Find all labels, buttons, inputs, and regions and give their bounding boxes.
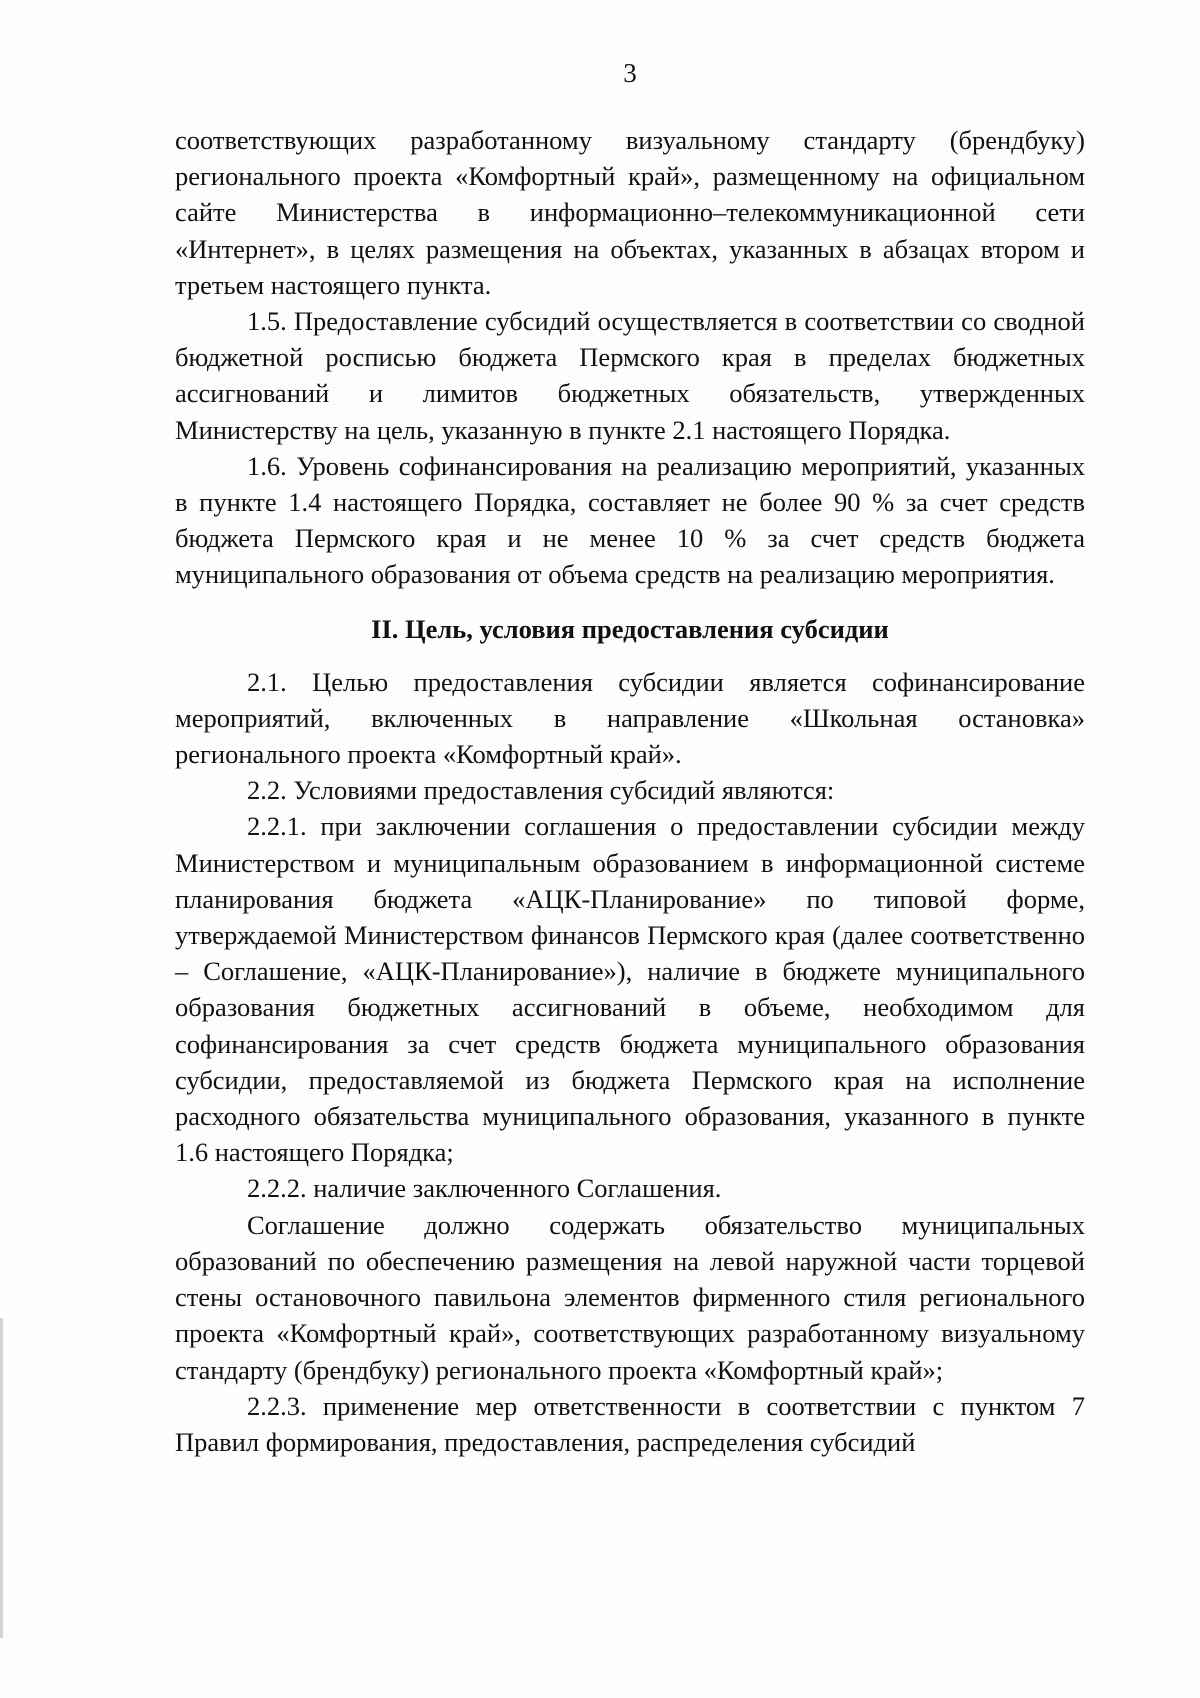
section-heading: II. Цель, условия предоставления субсидии bbox=[371, 613, 889, 644]
paragraph-1-6: 1.6. Уровень софинансирования на реализацию мероприятий, указанных в пункте 1.4 настоящего Порядка, составляет не более 90 % за счет средств бюджета Пермского края и не менее 10 % за счет средств бюджета муниципального образования от объема средств на реализацию мероприятия. bbox=[175, 450, 1085, 590]
paragraph-2-2-1: 2.2.1. при заключении соглашения о предоставлении субсидии между Министерством и муниципальным образованием в информационной системе планирования бюджета «АЦК-Планирование» по типовой форме, утверждаемой Министерством финансов Пермского края (далее соответственно – Соглашение, «АЦК-Планирование»), наличие в бюджете муниципального образования бюджетных ассигнований в объеме, необходимом для софинансирования за счет средств бюджета муниципального образования субсидии, предоставляемой из бюджета Пермского края на исполнение расходного обязательства муниципального образования, указанного в пункте 1.6 настоящего Порядка; bbox=[175, 811, 1085, 1168]
paragraph-2-1: 2.1. Целью предоставления субсидии является софинансирование мероприятий, включенных в направление «Школьная остановка» регионального проекта «Комфортный край». bbox=[175, 666, 1085, 770]
paragraph-2-2-2: 2.2.2. наличие заключенного Соглашения. bbox=[247, 1173, 722, 1204]
scan-edge-mark bbox=[0, 1318, 3, 1638]
paragraph-continuation: соответствующих разработанному визуальному стандарту (брендбуку) регионального проекта «Комфортный край», размещенному на официальном сайте Министерства в информационно–телекоммуникационной сети «Интернет», в целях размещения на объектах, указанных в абзацах втором и третьем настоящего пункта. bbox=[175, 125, 1085, 300]
paragraph-1-5: 1.5. Предоставление субсидий осуществляется в соответствии со сводной бюджетной росписью бюджета Пермского края в пределах бюджетных ассигнований и лимитов бюджетных обязательств, утвержденных Министерству на цель, указанную в пункте 2.1 настоящего Порядка. bbox=[175, 306, 1085, 445]
paragraph-2-2-3: 2.2.3. применение мер ответственности в соответствии с пунктом 7 Правил формирования, предоставления, распределения субсидий bbox=[175, 1390, 1085, 1457]
page-number: 3 bbox=[623, 58, 637, 88]
paragraph-agreement: Соглашение должно содержать обязательство муниципальных образований по обеспечению размещения на левой наружной части торцевой стены остановочного павильона элементов фирменного стиля регионального проекта «Комфортный край», соответствующих разработанному визуальному стандарту (брендбуку) регионального проекта «Комфортный край»; bbox=[175, 1209, 1085, 1385]
document-body bbox=[175, 122, 1085, 1460]
paragraph-2-2: 2.2. Условиями предоставления субсидий являются: bbox=[247, 775, 835, 806]
